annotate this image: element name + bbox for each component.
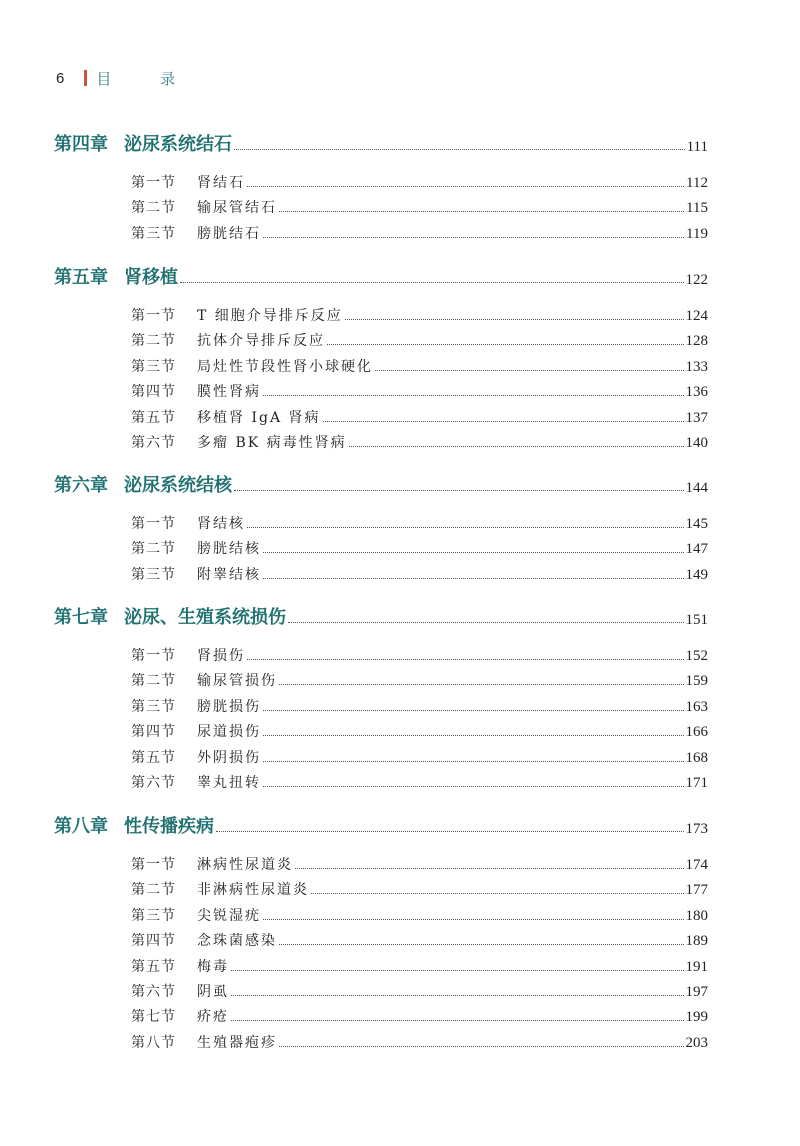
section-title: 肾结核: [197, 516, 245, 532]
section-title: 淋病性尿道炎: [197, 857, 293, 873]
chapter-entry[interactable]: [54, 471, 708, 497]
dot-leader: [279, 944, 684, 945]
section-label: 第三节: [131, 225, 176, 242]
chapter-title: 泌尿系统结核: [124, 475, 232, 496]
section-page-number: 177: [685, 882, 708, 899]
section-title: 膀胱损伤: [197, 698, 261, 715]
section-title: 抗体介导排斥反应: [197, 333, 325, 350]
section-label: 第六节: [131, 435, 176, 451]
section-entry[interactable]: [131, 430, 708, 452]
section-entry[interactable]: [131, 903, 708, 925]
section-title: 输尿管损伤: [197, 673, 277, 690]
section-page-number: 147: [685, 541, 708, 558]
section-label: 第二节: [131, 541, 176, 558]
section-label: 第五节: [131, 749, 176, 766]
section-entry[interactable]: [131, 668, 708, 690]
section-label: 第三节: [131, 358, 176, 375]
dot-leader: [295, 868, 684, 869]
dot-leader: [327, 344, 684, 345]
section-entry[interactable]: [131, 1004, 708, 1026]
dot-leader: [216, 831, 684, 832]
chapter-page-number: 122: [685, 272, 708, 288]
section-title: 睾丸扭转: [197, 775, 261, 791]
section-label: 第一节: [131, 648, 176, 664]
dot-leader: [247, 186, 684, 187]
section-label: 第二节: [131, 200, 176, 217]
section-entry[interactable]: [131, 643, 708, 665]
chapter-entry[interactable]: [54, 603, 708, 629]
section-label: 第五节: [131, 958, 176, 975]
section-page-number: 180: [685, 907, 708, 924]
section-entry[interactable]: [131, 1030, 708, 1052]
section-title: 梅毒: [197, 958, 229, 975]
section-entry[interactable]: [131, 745, 708, 767]
section-title: 疥疮: [197, 1009, 229, 1026]
section-entry[interactable]: [131, 195, 708, 217]
chapter-page-number: 173: [685, 821, 708, 837]
header-title: 目 录: [96, 69, 198, 88]
section-label: 第一节: [131, 308, 176, 324]
section-title: 肾结石: [197, 175, 245, 191]
dot-leader: [345, 319, 684, 320]
chapter-page-number: 144: [685, 480, 708, 496]
section-page-number: 112: [686, 175, 708, 191]
dot-leader: [247, 527, 684, 528]
section-page-number: 137: [685, 409, 708, 426]
section-title: 肾损伤: [197, 648, 245, 664]
section-title: 膜性肾病: [197, 384, 261, 401]
dot-leader: [263, 552, 684, 553]
section-page-number: 119: [686, 225, 708, 242]
section-page-number: 199: [685, 1009, 708, 1026]
section-entry[interactable]: [131, 536, 708, 558]
dot-leader: [231, 1020, 684, 1021]
section-page-number: 128: [685, 333, 708, 350]
chapter-label: 第六章: [54, 475, 108, 496]
dot-leader: [180, 282, 684, 283]
dot-leader: [263, 237, 684, 238]
section-label: 第一节: [131, 175, 176, 191]
section-entry[interactable]: [131, 770, 708, 792]
section-page-number: 124: [685, 308, 708, 324]
section-title: 多瘤 BK 病毒性肾病: [197, 435, 347, 451]
dot-leader: [263, 395, 684, 396]
section-label: 第四节: [131, 724, 176, 741]
section-label: 第六节: [131, 984, 176, 1000]
section-label: 第五节: [131, 409, 176, 426]
section-title: T 细胞介导排斥反应: [197, 308, 343, 324]
section-label: 第四节: [131, 384, 176, 401]
section-title: 附睾结核: [197, 566, 261, 583]
chapter-title: 泌尿系统结石: [124, 134, 232, 155]
section-entry[interactable]: [131, 694, 708, 716]
section-page-number: 133: [685, 358, 708, 375]
section-entry[interactable]: [131, 379, 708, 401]
section-page-number: 136: [685, 384, 708, 401]
dot-leader: [349, 446, 684, 447]
chapter-entry[interactable]: [54, 263, 708, 289]
section-entry[interactable]: [131, 221, 708, 243]
section-page-number: 197: [685, 984, 708, 1000]
section-page-number: 140: [685, 435, 708, 451]
section-page-number: 149: [685, 566, 708, 583]
chapter-title: 泌尿、生殖系统损伤: [124, 607, 286, 628]
section-page-number: 145: [685, 516, 708, 532]
section-title: 外阴损伤: [197, 749, 261, 766]
dot-leader: [288, 622, 684, 623]
section-title: 念珠菌感染: [197, 933, 277, 950]
section-entry[interactable]: [131, 405, 708, 427]
section-entry[interactable]: [131, 170, 708, 192]
section-entry[interactable]: [131, 852, 708, 874]
section-page-number: 191: [685, 958, 708, 975]
section-label: 第六节: [131, 775, 176, 791]
section-title: 膀胱结核: [197, 541, 261, 558]
section-label: 第一节: [131, 516, 176, 532]
section-label: 第三节: [131, 698, 176, 715]
section-label: 第三节: [131, 907, 176, 924]
dot-leader: [234, 149, 685, 150]
chapter-page-number: 151: [685, 612, 708, 628]
chapter-page-number: 111: [686, 139, 708, 155]
section-page-number: 115: [686, 200, 708, 217]
chapter-label: 第五章: [54, 267, 108, 288]
section-label: 第二节: [131, 333, 176, 350]
dot-leader: [263, 710, 684, 711]
section-title: 尖锐湿疣: [197, 907, 261, 924]
section-entry[interactable]: [131, 954, 708, 976]
dot-leader: [231, 970, 684, 971]
section-entry[interactable]: [131, 719, 708, 741]
dot-leader: [323, 421, 684, 422]
dot-leader: [263, 578, 684, 579]
section-title: 局灶性节段性肾小球硬化: [197, 358, 373, 375]
dot-leader: [279, 211, 684, 212]
dot-leader: [311, 893, 684, 894]
dot-leader: [263, 735, 684, 736]
section-entry[interactable]: [131, 979, 708, 1001]
section-page-number: 171: [685, 775, 708, 791]
chapter-title: 肾移植: [124, 267, 178, 288]
dot-leader: [263, 786, 684, 787]
chapter-entry[interactable]: [54, 130, 708, 156]
chapter-label: 第四章: [54, 134, 108, 155]
chapter-label: 第八章: [54, 816, 108, 837]
section-entry[interactable]: [131, 303, 708, 325]
dot-leader: [234, 490, 684, 491]
section-label: 第七节: [131, 1009, 176, 1026]
section-page-number: 168: [685, 749, 708, 766]
section-entry[interactable]: [131, 877, 708, 899]
section-label: 第二节: [131, 882, 176, 899]
dot-leader: [263, 761, 684, 762]
chapter-label: 第七章: [54, 607, 108, 628]
dot-leader: [263, 919, 684, 920]
section-page-number: 159: [685, 673, 708, 690]
dot-leader: [279, 684, 684, 685]
section-title: 移植肾 IgA 肾病: [197, 409, 321, 426]
dot-leader: [279, 1046, 684, 1047]
section-title: 膀胱结石: [197, 225, 261, 242]
section-label: 第二节: [131, 673, 176, 690]
chapter-entry[interactable]: [54, 812, 708, 838]
section-title: 尿道损伤: [197, 724, 261, 741]
section-title: 非淋病性尿道炎: [197, 882, 309, 899]
section-entry[interactable]: [131, 562, 708, 584]
section-page-number: 174: [685, 857, 708, 873]
section-label: 第八节: [131, 1034, 176, 1051]
section-label: 第一节: [131, 857, 176, 873]
section-label: 第四节: [131, 933, 176, 950]
section-page-number: 163: [685, 698, 708, 715]
section-page-number: 152: [685, 648, 708, 664]
section-entry[interactable]: [131, 511, 708, 533]
section-page-number: 189: [685, 933, 708, 950]
section-label: 第三节: [131, 566, 176, 583]
section-entry[interactable]: [131, 354, 708, 376]
section-title: 输尿管结石: [197, 200, 277, 217]
chapter-title: 性传播疾病: [124, 816, 214, 837]
dot-leader: [231, 995, 684, 996]
page-number: 6: [56, 69, 65, 87]
dot-leader: [375, 370, 684, 371]
section-title: 阴虱: [197, 984, 229, 1000]
section-title: 生殖器疱疹: [197, 1034, 277, 1051]
dot-leader: [247, 659, 684, 660]
section-page-number: 166: [685, 724, 708, 741]
section-entry[interactable]: [131, 928, 708, 950]
section-page-number: 203: [685, 1034, 708, 1051]
section-entry[interactable]: [131, 328, 708, 350]
